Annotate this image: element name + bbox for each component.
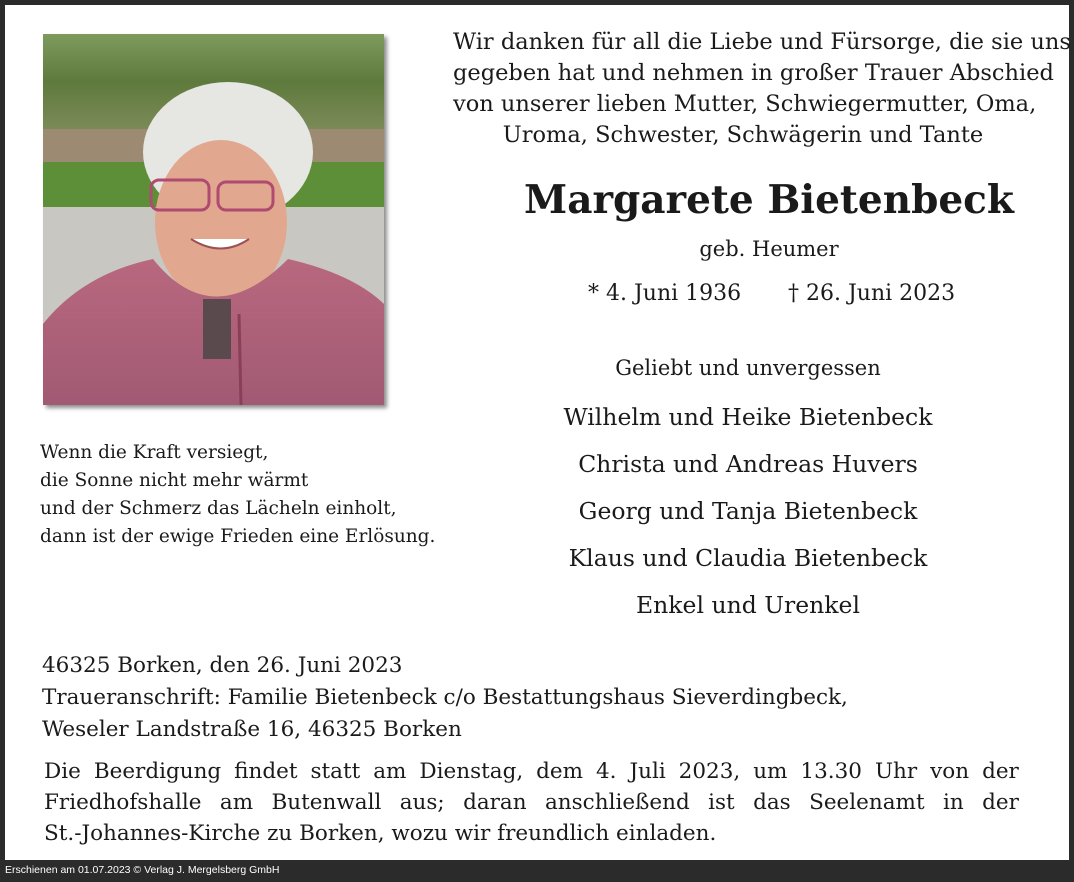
funeral-word: Friedhofshalle: [44, 790, 202, 815]
poem-line: Wenn die Kraft versiegt,: [40, 442, 269, 463]
funeral-notice: [44, 756, 1019, 849]
intro-line: Wir danken für all die Liebe und Fürsorge, die sie uns: [453, 29, 1071, 55]
funeral-word: in: [942, 790, 964, 815]
publication-footer: Erschienen am 01.07.2023 © Verlag J. Mergelsberg GmbH: [5, 864, 280, 876]
address-line: Traueranschrift: Familie Bietenbeck c/o Bestattungshaus Sieverdingbeck,: [42, 685, 848, 710]
funeral-word: Juli: [629, 759, 666, 784]
funeral-word: Dienstag,: [419, 759, 524, 784]
intro-text: [453, 27, 1071, 151]
poem: [40, 439, 460, 551]
funeral-word: 13.30: [800, 759, 862, 784]
funeral-word: am: [373, 759, 407, 784]
funeral-word: aus;: [399, 790, 445, 815]
intro-line: Uroma, Schwester, Schwägerin und Tante: [502, 122, 984, 148]
mourner-name: Klaus und Claudia Bietenbeck: [568, 544, 928, 572]
mourning-address: [42, 650, 848, 746]
mourners-tagline: Geliebt und unvergessen: [615, 356, 881, 380]
maiden-name: geb. Heumer: [699, 237, 839, 261]
funeral-word: das: [753, 790, 791, 815]
address-line: Weseler Landstraße 16, 46325 Borken: [42, 717, 462, 742]
poem-line: dann ist der ewige Frieden eine Erlösung.: [40, 526, 436, 547]
funeral-word: 2023,: [678, 759, 741, 784]
funeral-word: dem: [536, 759, 584, 784]
address-line: 46325 Borken, den 26. Juni 2023: [42, 653, 403, 678]
funeral-line: St.-Johannes-Kirche zu Borken, wozu wir freundlich einladen.: [44, 821, 717, 846]
funeral-line: [44, 787, 1019, 818]
funeral-word: Butenwall: [271, 790, 382, 815]
funeral-word: anschließend: [544, 790, 690, 815]
funeral-word: der: [982, 790, 1019, 815]
funeral-line: [44, 756, 1019, 787]
funeral-word: ist: [708, 790, 735, 815]
funeral-word: um: [753, 759, 788, 784]
funeral-word: statt: [310, 759, 361, 784]
deceased-name: Margarete Bietenbeck: [524, 177, 1014, 223]
poem-line: die Sonne nicht mehr wärmt: [40, 470, 309, 491]
mourner-name: Enkel und Urenkel: [636, 591, 860, 619]
mourner-name: Christa und Andreas Huvers: [578, 450, 918, 478]
funeral-word: Uhr: [874, 759, 918, 784]
intro-line: gegeben hat und nehmen in großer Trauer Abschied: [453, 60, 1054, 86]
funeral-word: Seelenamt: [809, 790, 925, 815]
funeral-word: findet: [234, 759, 298, 784]
funeral-word: daran: [463, 790, 527, 815]
birth-date: * 4. Juni 1936: [588, 281, 742, 306]
funeral-word: 4.: [596, 759, 617, 784]
mourner-name: Georg und Tanja Bietenbeck: [578, 497, 918, 525]
death-date: † 26. Juni 2023: [788, 281, 956, 306]
obituary-notice: [5, 5, 1069, 860]
funeral-word: Beerdigung: [93, 759, 222, 784]
funeral-word: am: [219, 790, 254, 815]
poem-line: und der Schmerz das Lächeln einholt,: [40, 498, 397, 519]
funeral-word: von: [930, 759, 970, 784]
portrait-photo: [43, 34, 384, 405]
funeral-word: Die: [44, 759, 81, 784]
funeral-word: der: [982, 759, 1019, 784]
mourner-name: Wilhelm und Heike Bietenbeck: [563, 403, 933, 431]
intro-line: von unserer lieben Mutter, Schwiegermutter, Oma,: [453, 91, 1037, 117]
mourners-list: [453, 394, 1043, 629]
